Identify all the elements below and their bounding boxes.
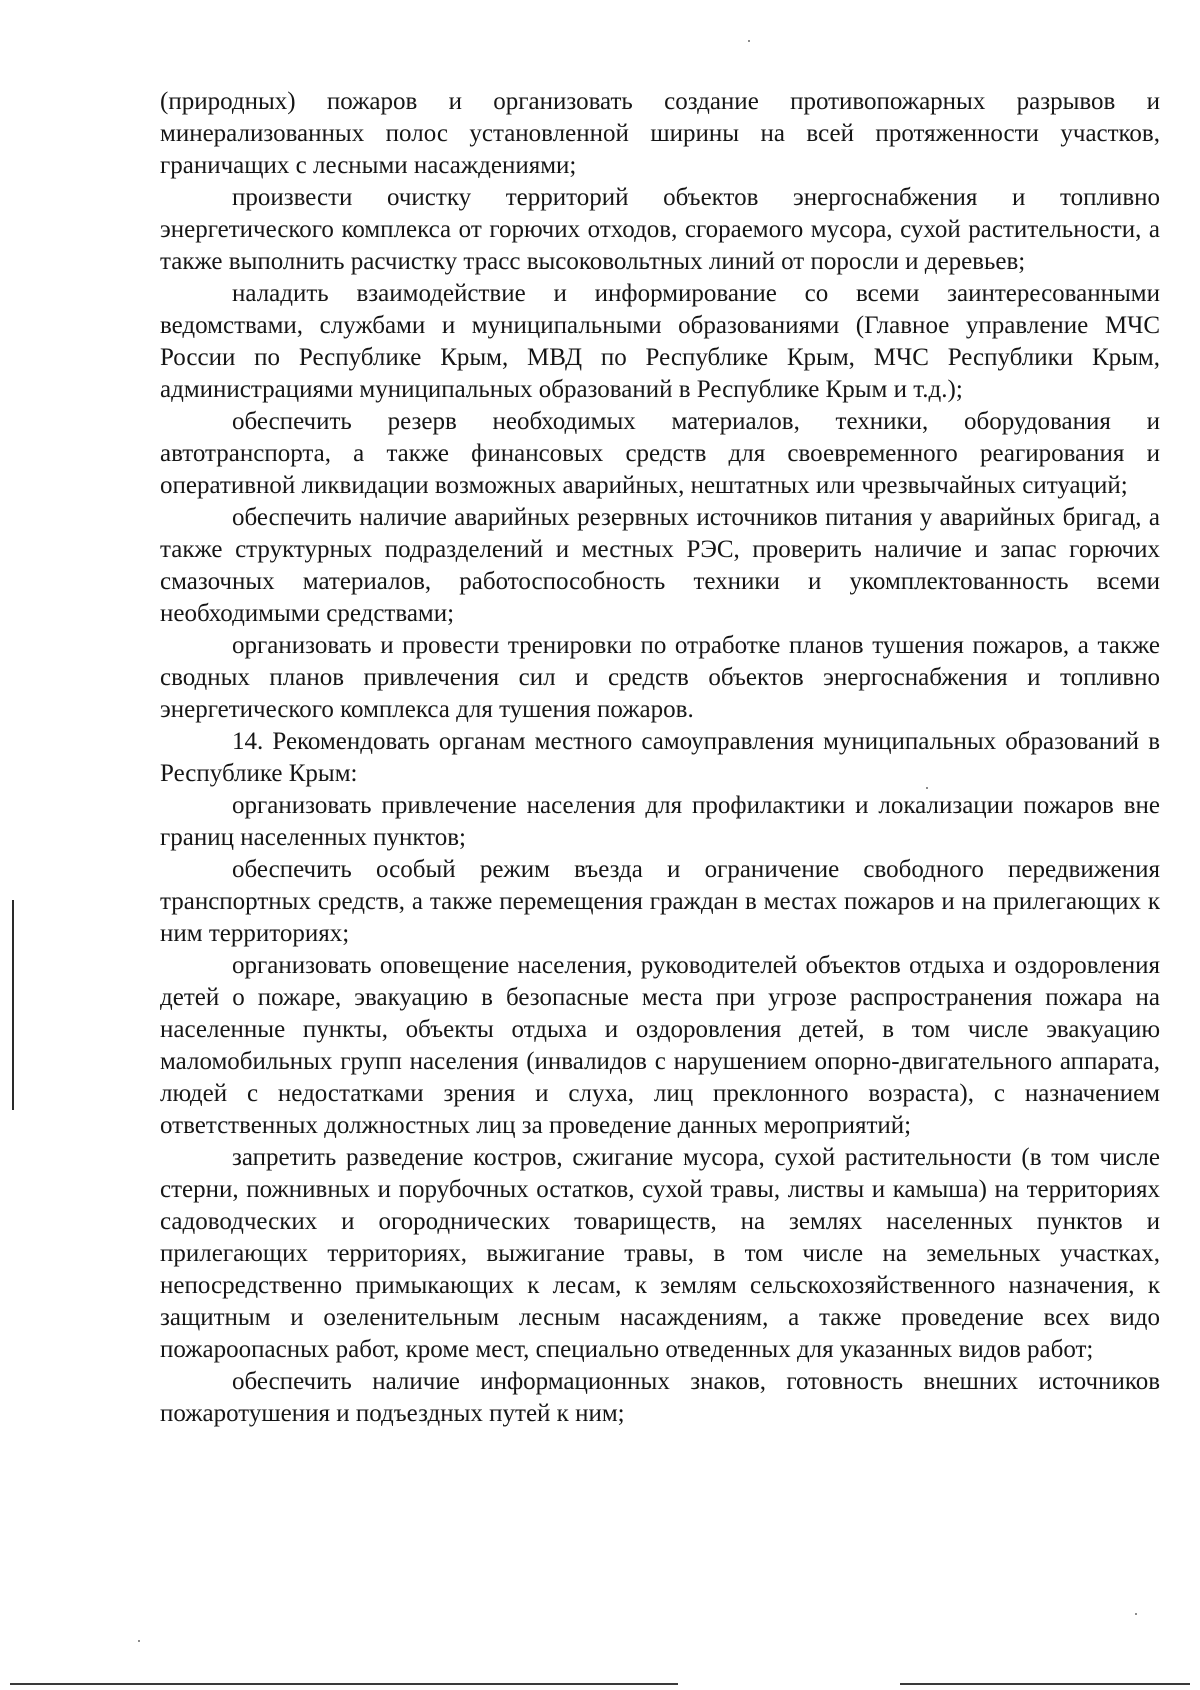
paragraph-reserve-materials: обеспечить резерв необходимых материалов, техники, оборудования и автотранспорта, а также финансовых средств для своевременного реагирования и оперативной ликвидации возможных аварийных, нештатных или чрезвычайных ситуаций; (160, 408, 1160, 499)
scan-artifact-left-line (12, 900, 14, 1110)
paragraph-cleanup-territories: произвести очистку территорий объектов энергоснабжения и топливно энергетического комплекса от горючих отходов, сгораемого мусора, сухой растительности, а также выполнить расчистку трасс высоковольтных линий от поросли и деревьев; (160, 184, 1160, 275)
document-page (160, 86, 1160, 1430)
paragraph-notification-evacuation: организовать оповещение населения, руководителей объектов отдыха и оздоровления детей о пожаре, эвакуацию в безопасные места при угрозе распространения пожара на населенные пункты, объекты отдыха и оздоровления детей, в том числе эвакуацию маломобильных групп населения (инвалидов с нарушением опорно-двигательного аппарата, людей с недостатками зрения и слуха, лиц преклонного возраста), с назначением ответственных должностных лиц за проведение данных мероприятий; (160, 952, 1160, 1139)
paragraph-entry-regime: обеспечить особый режим въезда и ограничение свободного передвижения транспортных средств, а также перемещения граждан в местах пожаров и на прилегающих к ним территориях; (160, 856, 1160, 947)
paragraph-continuation: (природных) пожаров и организовать создание противопожарных разрывов и минерализованных полос установленной ширины на всей протяженности участков, граничащих с лесными насаждениями; (160, 88, 1160, 179)
paragraph-involve-population: организовать привлечение населения для профилактики и локализации пожаров вне границ населенных пунктов; (160, 792, 1160, 851)
paragraph-emergency-power: обеспечить наличие аварийных резервных источников питания у аварийных бригад, а также структурных подразделений и местных РЭС, проверить наличие и запас горючих смазочных материалов, работоспособность техники и укомплектованность всеми необходимыми средствами; (160, 504, 1160, 627)
paragraph-item-14: 14. Рекомендовать органам местного самоуправления муниципальных образований в Республике Крым: (160, 728, 1160, 787)
paragraph-training: организовать и провести тренировки по отработке планов тушения пожаров, а также сводных планов привлечения сил и средств объектов энергоснабжения и топливно энергетического комплекса для тушения пожаров. (160, 632, 1160, 723)
scan-speck (1135, 1613, 1137, 1615)
paragraph-burning-ban: запретить разведение костров, сжигание мусора, сухой растительности (в том числе стерни, пожнивных и порубочных остатков, сухой травы, листвы и камыша) на территориях садоводческих и огороднических товариществ, на землях населенных пунктов и прилегающих территориях, выжигание травы, в том числе на земельных участках, непосредственно примыкающих к лесам, к землям сельскохозяйственного назначения, к защитным и озеленительным лесным насаждениям, а также проведение всех видо пожароопасных работ, кроме мест, специально отведенных для указанных видов работ; (160, 1144, 1160, 1363)
scan-speck (138, 1640, 140, 1642)
scan-artifact-bottom-line-left (10, 1683, 678, 1685)
scan-artifact-bottom-line-right (900, 1683, 1190, 1685)
paragraph-information-signs: обеспечить наличие информационных знаков, готовность внешних источников пожаротушения и подъездных путей к ним; (160, 1368, 1160, 1427)
scan-speck (926, 787, 928, 789)
scan-speck (748, 40, 750, 42)
paragraph-interaction-agencies: наладить взаимодействие и информирование со всеми заинтересованными ведомствами, службами и муниципальными образованиями (Главное управление МЧС России по Республике Крым, МВД по Республике Крым, МЧС Республики Крым, администрациями муниципальных образований в Республике Крым и т.д.); (160, 280, 1160, 403)
